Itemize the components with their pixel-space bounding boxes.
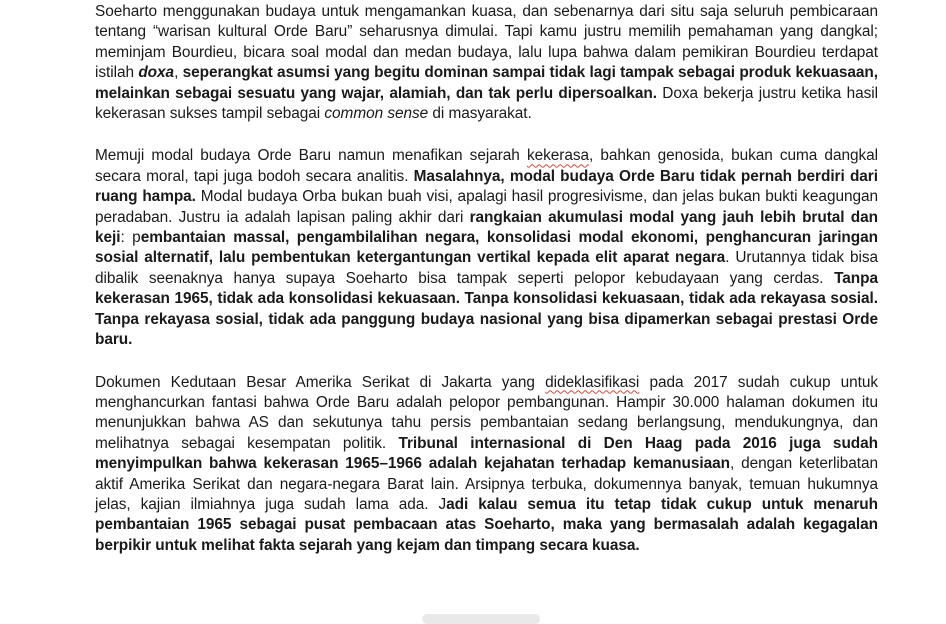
text-segment: , dengan keterlibatan aktif Amerika Serikat dan negara-negara Barat lain. Arsipnya terbuka, dokumennya banyak, temuan hukumnya jelas, kajian ilmiahnya juga sudah lama ada. J (95, 455, 878, 513)
paragraph-2 (95, 146, 878, 350)
bold-segment: rangkaian akumulasi modal yang jauh lebih brutal dan keji (95, 208, 878, 247)
italic-term-common-sense: common sense (324, 105, 429, 123)
bold-segment: Masalahnya, modal budaya Orde Baru tidak pernah berdiri dari ruang hampa. (95, 167, 878, 206)
text-segment: Doxa bekerja justru ketika hasil kekerasan sukses tampil sebagai (95, 84, 878, 123)
text-segment: : p (120, 229, 141, 247)
bold-segment: seperangkat asumsi yang begitu dominan sampai tidak lagi tampak sebagai produk kekuasaan, melainkan sebagai sesuatu yang wajar, alamiah, dan tak perlu dipersoalkan. (95, 64, 878, 102)
paragraph-3 (95, 373, 878, 557)
text-segment: , bahkan genosida, bukan cuma dangkal secara moral, tapi juga bodoh secara analitis. (95, 147, 878, 185)
text-segment: . Urutannya tidak bisa dibalik seenaknya hanya supaya Soeharto bisa tampak seperti pelopor kebudayaan yang cerdas. (95, 249, 879, 287)
text-segment: Memuji modal budaya Orde Baru namun menafikan sejarah (95, 147, 527, 165)
bottom-scroll-hint[interactable] (422, 614, 540, 624)
misspelled-word[interactable]: dideklasifikasi (545, 373, 640, 391)
text-segment: pada 2017 sudah cukup untuk menghancurkan fantasi bahwa Orde Baru adalah pelopor pembangunan. Hampir 30.000 halaman dokumen itu menunjukkan bahwa AS dan sekutunya tahu persis pembantaian sedang berlangsung, mendukungnya, dan melihatnya sebagai kesempatan politik. (95, 373, 878, 452)
text-segment: , (174, 64, 183, 82)
text-segment: Soeharto menggunakan budaya untuk mengamankan kuasa, dan sebenarnya dari situ saja seluruh pembicaraan tentang “warisan kultural Orde Baru” seharusnya dimulai. Tapi kamu justru memilih pemahaman yang dangkal; meminjam Bourdieu, bicara soal modal dan medan budaya, lalu lupa bahwa dalam pemikiran Bourdieu terdapat istilah (95, 3, 878, 82)
paragraph-1 (95, 2, 878, 124)
document-body (95, 2, 878, 578)
text-segment: di masyarakat. (428, 105, 532, 123)
bold-segment: embantaian massal, pengambilalihan negara, konsolidasi modal ekonomi, penghancuran jaringan sosial alternatif, lalu pembentukan ketergantungan vertikal kepada elit aparat negara (95, 229, 878, 267)
misspelled-word[interactable]: kekerasa (526, 147, 589, 165)
bold-segment: adi kalau semua itu tetap tidak cukup untuk menaruh pembantaian 1965 sebagai pusat pembacaan atas Soeharto, maka yang bermasalah adalah kegagalan berpikir untuk melihat fakta sejarah yang kejam dan timpang secara kuasa. (95, 495, 878, 554)
text-segment: Dokumen Kedutaan Besar Amerika Serikat di Jakarta yang (95, 373, 546, 391)
term-doxa: doxa (138, 64, 175, 82)
bold-segment: Tribunal internasional di Den Haag pada 2016 juga sudah menyimpulkan bahwa kekerasan 1965–1966 adalah kejahatan terhadap kemanusiaan (95, 434, 879, 473)
bold-segment: Tanpa kekerasan 1965, tidak ada konsolidasi kekuasaan. Tanpa konsolidasi kekuasaan, tidak ada rekayasa sosial. Tanpa rekayasa sosial, tidak ada panggung budaya nasional yang bisa dipamerkan sebagai prestasi Orde baru. (95, 269, 878, 349)
text-segment: Modal budaya Orba bukan buah visi, apalagi hasil progresivisme, dan jelas bukan bukti keagungan peradaban. Justru ia adalah lapisan paling akhir dari (95, 188, 878, 226)
